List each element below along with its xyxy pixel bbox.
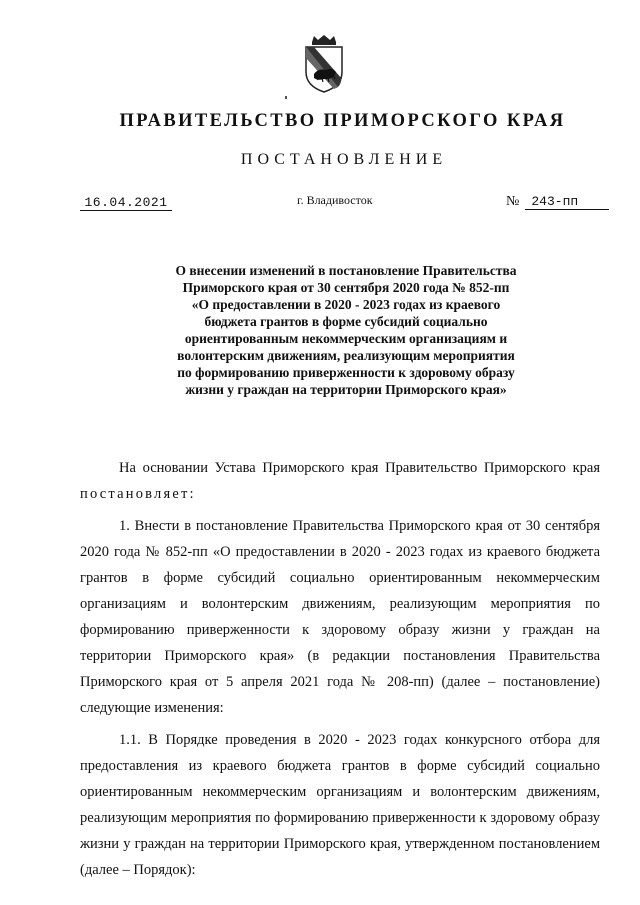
paragraph-1-1: 1.1. В Порядке проведения в 2020 - 2023 годах конкурсного отбора для предоставления из краевого бюджета грантов в форме субсидий социально ориентированным некоммерческим организациям и волонтерским движениям, реализующим мероприятия по формированию приверженности к здоровому образу жизни у граждан на территории Приморского края, утвержденном постановлением (далее – Порядок): (80, 732, 600, 878)
heading-line: ориентированным некоммерческим организациям и (184, 331, 508, 346)
heading-line: бюджета грантов в форме субсидий социально (204, 314, 488, 329)
coat-of-arms-icon (300, 34, 348, 94)
intro-paragraph (80, 455, 600, 507)
government-title: ПРАВИТЕЛЬСТВО ПРИМОРСКОГО КРАЯ (119, 111, 566, 131)
number-value: 243-пп (525, 194, 609, 210)
document-type: ПОСТАНОВЛЕНИЕ (240, 151, 448, 168)
intro-end: : (189, 486, 194, 502)
document-body (80, 455, 600, 889)
heading-line: жизни у граждан на территории Приморского края» (185, 382, 507, 397)
heading-line: волонтерским движениям, реализующим мероприятия (177, 348, 515, 363)
intro-spaced-word: постановляет (80, 486, 190, 502)
document-heading (0, 262, 640, 398)
document-date: 16.04.2021 (80, 195, 172, 211)
heading-line: «О предоставлении в 2020 - 2023 годах из краевого (191, 297, 501, 312)
number-sign: № (506, 194, 520, 209)
intro-text: На основании Устава Приморского края Правительство Приморского края (119, 460, 600, 476)
heading-line: по формированию приверженности к здоровому образу (177, 365, 515, 380)
document-city: г. Владивосток (297, 193, 373, 207)
heading-line: О внесении изменений в постановление Правительства (175, 263, 517, 278)
heading-line: Приморского края от 30 сентября 2020 года № 852-пп (182, 280, 510, 295)
paragraph-1: 1. Внести в постановление Правительства Приморского края от 30 сентября 2020 года № 852-пп «О предоставлении в 2020 - 2023 годах из краевого бюджета грантов в форме субсидий социально ориентированным некоммерческим организациям и волонтерским движениям, реализующим мероприятия по формированию приверженности к здоровому образу жизни у граждан на территории Приморского края» (в редакции постановления Правительства Приморского края от 5 апреля 2021 года № 208-пп) (далее – постановление) следующие изменения: (80, 518, 600, 716)
scan-speck (285, 96, 287, 99)
document-number (506, 193, 609, 210)
